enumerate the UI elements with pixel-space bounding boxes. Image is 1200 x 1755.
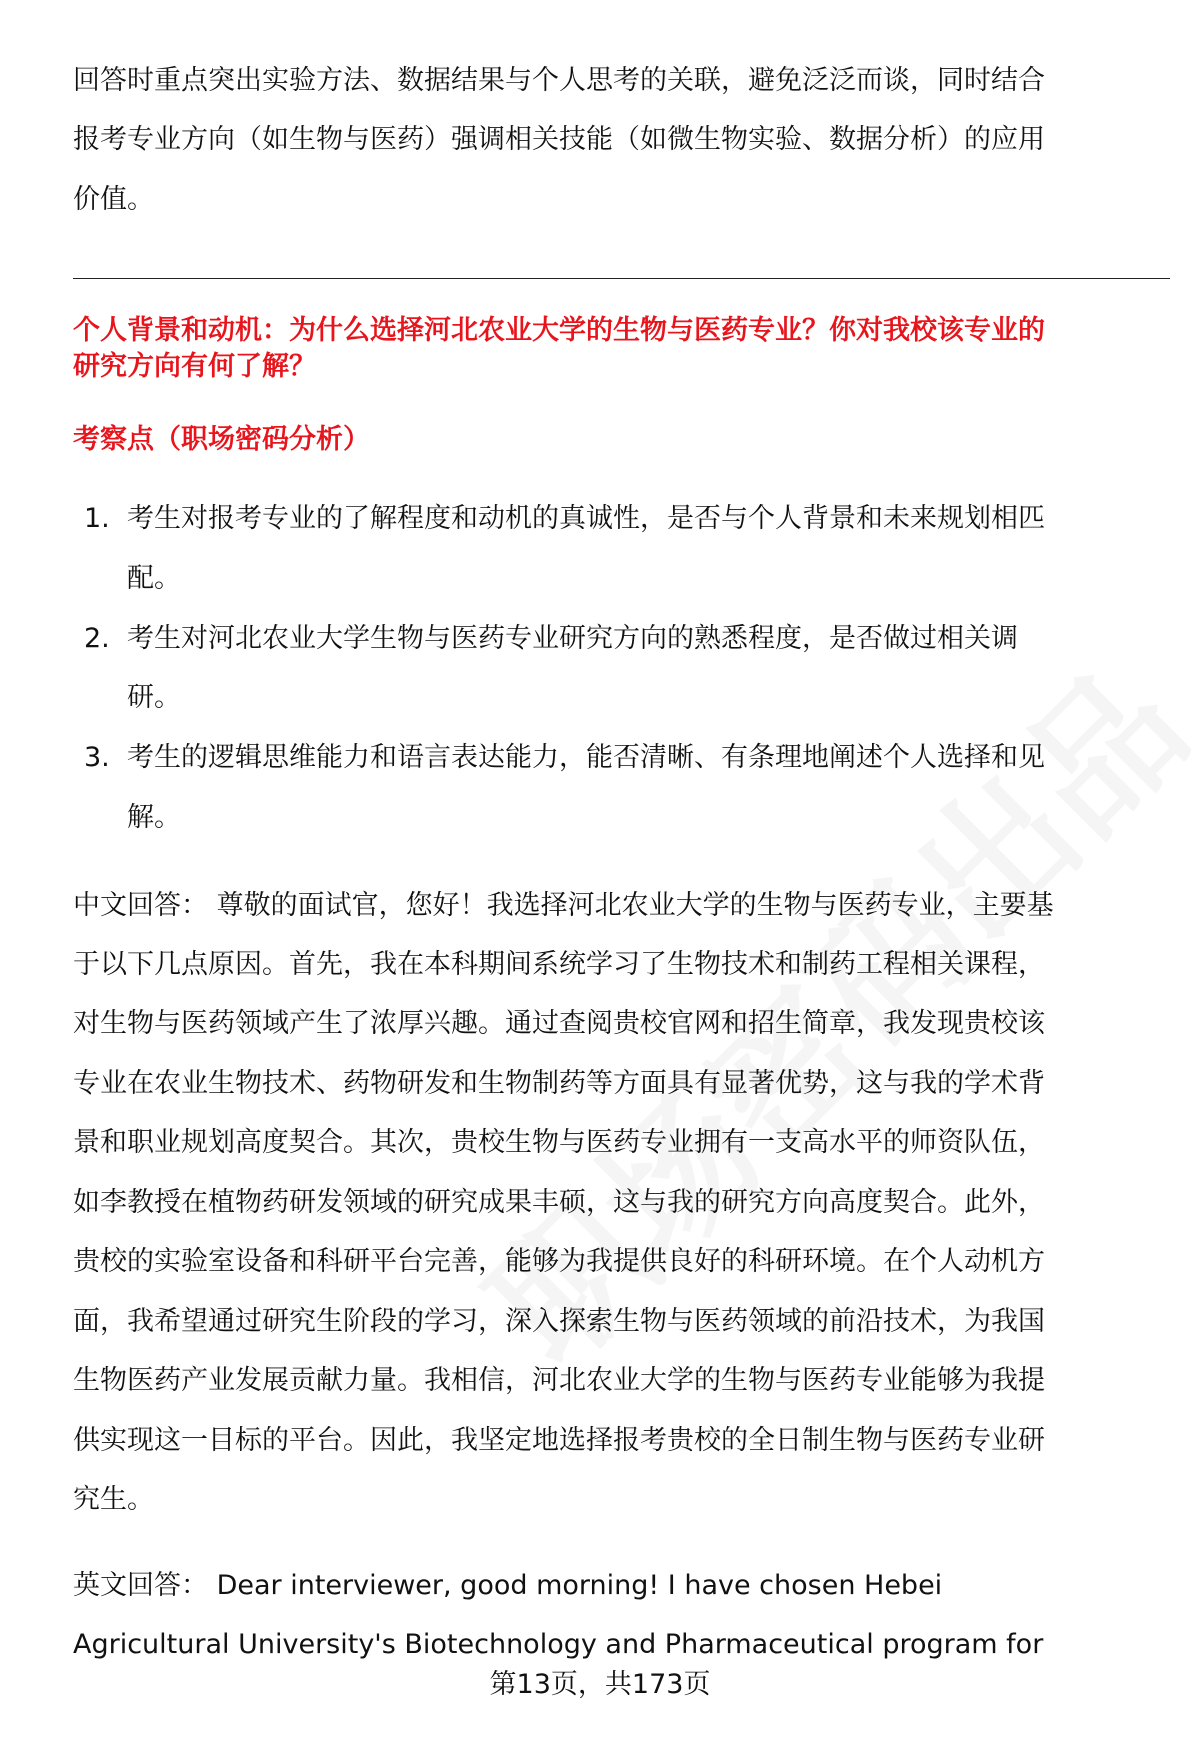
- text-line: 对生物与医药领域产生了浓厚兴趣。通过查阅贵校官网和招生简章，我发现贵校该: [73, 1008, 1045, 1039]
- text-line: 专业在农业生物技术、药物研发和生物制药等方面具有显著优势，这与我的学术背: [73, 1068, 1045, 1099]
- text-line: 景和职业规划高度契合。其次，贵校生物与医药专业拥有一支高水平的师资队伍，: [73, 1127, 1045, 1158]
- text-line: 研究方向有何了解？: [73, 351, 316, 382]
- list-item: 配。: [127, 563, 181, 594]
- list-number: 2.: [84, 623, 110, 654]
- text-line: 面，我希望通过研究生阶段的学习，深入探索生物与医药领域的前沿技术，为我国: [73, 1306, 1045, 1337]
- text-line: 生物医药产业发展贡献力量。我相信，河北农业大学的生物与医药专业能够为我提: [73, 1365, 1045, 1396]
- list-item: 研。: [127, 682, 181, 713]
- text-line: 究生。: [73, 1484, 154, 1515]
- text-line: 供实现这一目标的平台。因此，我坚定地选择报考贵校的全日制生物与医药专业研: [73, 1425, 1045, 1456]
- text-line: 中文回答： 尊敬的面试官，您好！我选择河北农业大学的生物与医药专业，主要基: [73, 890, 1054, 921]
- text-line: 个人背景和动机：为什么选择河北农业大学的生物与医药专业？你对我校该专业的: [73, 315, 1045, 346]
- text-line: 如李教授在植物药研发领域的研究成果丰硕，这与我的研究方向高度契合。此外，: [73, 1187, 1045, 1218]
- text-line: 价值。: [73, 184, 154, 215]
- text-line: 英文回答： Dear interviewer, good morning! I have chosen Hebei: [73, 1570, 943, 1601]
- list-item: 考生对河北农业大学生物与医药专业研究方向的熟悉程度，是否做过相关调: [127, 623, 1018, 654]
- text-line: 贵校的实验室设备和科研平台完善，能够为我提供良好的科研环境。在个人动机方: [73, 1246, 1045, 1277]
- text-line: 回答时重点突出实验方法、数据结果与个人思考的关联，避免泛泛而谈，同时结合: [73, 65, 1045, 96]
- list-number: 1.: [84, 503, 110, 534]
- text-line: 报考专业方向（如生物与医药）强调相关技能（如微生物实验、数据分析）的应用: [73, 124, 1045, 155]
- exam-points-title: 考察点（职场密码分析）: [73, 424, 370, 455]
- text-line: 于以下几点原因。首先，我在本科期间系统学习了生物技术和制药工程相关课程，: [73, 949, 1045, 980]
- list-number: 3.: [84, 742, 110, 773]
- text-line: Agricultural University's Biotechnology and Pharmaceutical program for: [73, 1629, 1044, 1660]
- list-item: 解。: [127, 802, 181, 833]
- divider: [73, 278, 1170, 279]
- list-item: 考生的逻辑思维能力和语言表达能力，能否清晰、有条理地阐述个人选择和见: [127, 742, 1045, 773]
- list-item: 考生对报考专业的了解程度和动机的真诚性，是否与个人背景和未来规划相匹: [127, 503, 1045, 534]
- page-number-footer: 第13页，共173页: [489, 1669, 711, 1700]
